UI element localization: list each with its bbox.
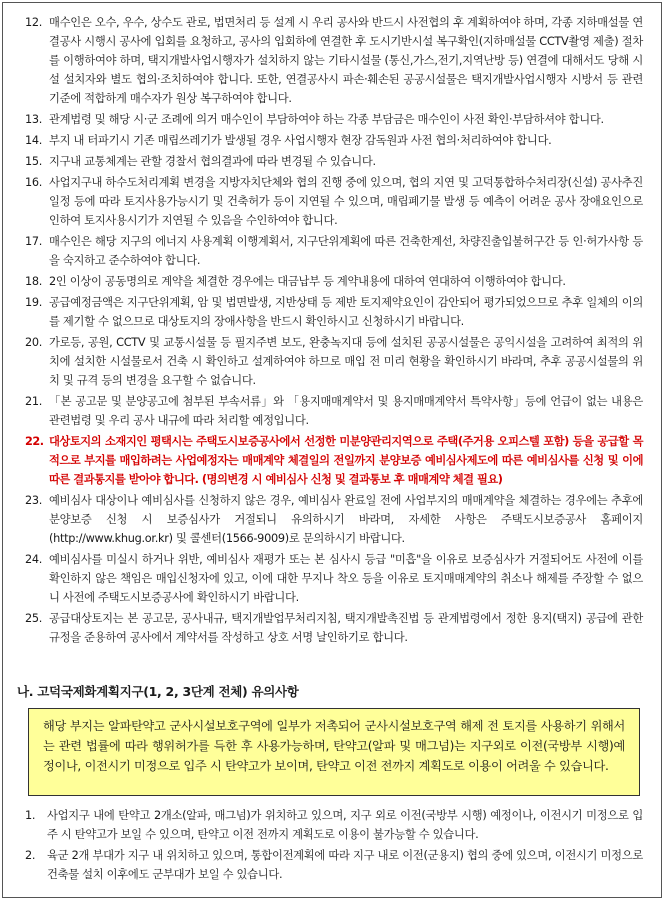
item-number: 14. — [25, 134, 43, 147]
item-text: 매수인은 오수, 우수, 상수도 관로, 법면처리 등 설계 시 우리 공사와 반드시 사전협의 후 계획하여야 하며, 각종 지하매설물 연결공사 시행시 공사에 입회를 요청하고, 공사의 입회하에 연결한 후 도시기반시설 복구확인(지하매설물 CCTV촬영 제출) 절차를 이행하여야 하며, 택지개발사업시행자가 설치하지 않는 기타시설물 (통신,가스,전기,지역난방 등) 연결에 대해서도 당해 시설 설치자와 별도 협의·조치하여야 합니다. 또한, 연결공사시 파손·훼손된 공공시설물은 택지개발사업시행자 시방서 등 관련 기준에 적합하게 매수자가 원상 복구하여야 합니다. — [49, 16, 643, 105]
list-item-21 — [25, 392, 643, 430]
item-text: 예비심사 대상이나 예비심사를 신청하지 않은 경우, 예비심사 완료일 전에 사업부지의 매매계약을 체결하는 경우에는 추후에 분양보증 신청 시 보증심사가 거절되니 유의하시기 바라며, 자세한 사항은 주택도시보증공사 홈페이지(http://www.khug.or.kr) 및 콜센터(1566-9009)로 문의하시기 바랍니다. — [49, 494, 643, 545]
list-item-13 — [25, 110, 643, 129]
item-number: 1. — [25, 809, 36, 822]
item-text: 대상토지의 소재지인 평택시는 주택도시보증공사에서 선정한 미분양관리지역으로 주택(주거용 오피스텔 포함) 등을 공급할 목적으로 부지를 매입하려는 사업예정자는 매매계약 체결일의 전일까지 분양보증 예비심사제도에 따른 예비심사를 신청 및 이에 따른 결과통지를 받아야 합니다. (명의변경 시 예비심사 신청 및 결과통보 후 매매계약 체결 필요) — [49, 435, 643, 486]
item-text: 매수인은 해당 지구의 에너지 사용계획 이행계획서, 지구단위계획에 따른 건축한계선, 차량진출입불허구간 등 인·허가사항 등을 숙지하고 준수하여야 합니다. — [49, 235, 643, 267]
item-number: 24. — [25, 553, 43, 566]
list-item-20 — [25, 333, 643, 390]
item-text: 사업지구 내에 탄약고 2개소(알파, 매그넘)가 위치하고 있으며, 지구 외로 이전(국방부 시행) 예정이나, 이전시기 미정으로 입주 시 탄약고가 보일 수 있으며, 탄약고 이전 전까지 계획도로 이용이 불가능할 수 있습니다. — [47, 809, 643, 841]
list-item-15 — [25, 152, 643, 171]
list-item-b1 — [25, 806, 643, 844]
item-number: 13. — [25, 113, 43, 126]
item-number: 15. — [25, 155, 43, 168]
item-number: 18. — [25, 275, 43, 288]
notice-box — [28, 708, 640, 796]
list-item-14 — [25, 131, 643, 150]
item-text: 사업지구내 하수도처리계획 변경을 지방자치단체와 협의 진행 중에 있으며, 협의 지연 및 고덕통합하수처리장(신설) 공사추진일정 등에 따라 토지사용가능시기 및 건축허가 등이 지연될 수 있으며, 매립폐기물 발생 등 예측이 어려운 공사 장애요인으로 인하여 토지사용시기가 지연될 수 있음을 수인하여야 합니다. — [49, 176, 643, 227]
item-text: 2인 이상이 공동명의로 계약을 체결한 경우에는 대금납부 등 계약내용에 대하여 연대하여 이행하여야 합니다. — [49, 275, 566, 288]
item-number: 22. — [25, 435, 44, 448]
item-number: 16. — [25, 176, 43, 189]
item-number: 23. — [25, 494, 43, 507]
list-item-16 — [25, 173, 643, 230]
item-number: 20. — [25, 336, 43, 349]
precaution-list — [25, 13, 643, 649]
notice-text: 해당 부지는 알파탄약고 군사시설보호구역에 일부가 저촉되어 군사시설보호구역 해제 전 토지를 사용하기 위해서는 관련 법률에 따라 행위허가를 득한 후 사용가능하며, 탄약고(알파 및 매그넘)는 지구외로 이전(국방부 시행)예정이나, 이전시기 미정으로 입주 시 탄약고가 보이며, 탄약고 이전 전까지 계획도로 이용이 어려울 수 있습니다. — [43, 719, 625, 773]
item-text: 가로등, 공원, CCTV 및 교통시설물 등 필지주변 보도, 완충녹지대 등에 설치된 공공시설물은 공익시설을 고려하여 최적의 위치에 설치한 시설물로서 건축 시 확인하고 설계하여야 하므로 매입 전 미리 현황을 확인하시기 바라며, 추후 공공시설물의 위치 및 규격 등의 변경을 요구할 수 없습니다. — [49, 336, 643, 387]
list-item-23 — [25, 491, 643, 548]
list-item-25 — [25, 609, 643, 647]
item-number: 25. — [25, 612, 43, 625]
list-item-17 — [25, 232, 643, 270]
item-text: 공급대상토지는 본 공고문, 공사내규, 택지개발업무처리지침, 택지개발촉진법 등 관계법령에서 정한 용지(택지) 공급에 관한 규정을 준용하여 공사에서 계약서를 작성하고 상호 서명 날인하기로 합니다. — [49, 612, 643, 644]
list-item-22-highlighted — [25, 432, 643, 489]
item-number: 17. — [25, 235, 43, 248]
item-number: 2. — [25, 849, 36, 862]
item-text: 공급예정금액은 지구단위계획, 암 및 법면발생, 지반상태 등 제반 토지제약요인이 감안되어 평가되었으므로 추후 일체의 이의를 제기할 수 없으므로 대상토지의 장애사항을 반드시 확인하시고 신청하시기 바랍니다. — [49, 296, 643, 328]
item-number: 12. — [25, 16, 43, 29]
item-text: 관계법령 및 해당 시·군 조례에 의거 매수인이 부담하여야 하는 각종 부담금은 매수인이 사전 확인·부담하셔야 합니다. — [49, 113, 604, 126]
item-text: 지구내 교통체계는 관할 경찰서 협의결과에 따라 변경될 수 있습니다. — [49, 155, 376, 168]
list-item-12 — [25, 13, 643, 108]
list-item-18 — [25, 272, 643, 291]
item-text: 육군 2개 부대가 지구 내 위치하고 있으며, 통합이전계획에 따라 지구 내로 이전(군용지) 협의 중에 있으며, 이전시기 미정으로 건축물 설치 이후에도 군부대가 보일 수 있습니다. — [47, 849, 643, 881]
document-page — [2, 2, 662, 898]
item-text: 「본 공고문 및 분양공고에 첨부된 부속서류」와 「용지매매계약서 및 용지매매계약서 특약사항」등에 언급이 없는 내용은 관련법령 및 우리 공사 내규에 따라 처리할 예정입니다. — [49, 395, 643, 427]
item-number: 19. — [25, 296, 43, 309]
item-text: 예비심사를 미실시 하거나 위반, 예비심사 재평가 또는 본 심사시 등급 "미흡"을 이유로 보증심사가 거절되어도 사전에 이를 확인하지 않은 책임은 매입신청자에 있고, 이에 대한 무지나 착오 등을 이유로 토지매매계약의 취소나 해제를 주장할 수 없으니 사전에 주택도시보증공사에 확인하시기 바랍니다. — [49, 553, 643, 604]
list-item-b2 — [25, 846, 643, 884]
section-title: 나. 고덕국제화계획지구(1, 2, 3단계 전체) 유의사항 — [17, 684, 299, 699]
list-item-19 — [25, 293, 643, 331]
list-item-24 — [25, 550, 643, 607]
section-b-list — [25, 806, 643, 886]
item-number: 21. — [25, 395, 43, 408]
item-text: 부지 내 터파기시 기존 매립쓰레기가 발생될 경우 사업시행자 현장 감독원과 사전 협의·처리하여야 합니다. — [49, 134, 552, 147]
